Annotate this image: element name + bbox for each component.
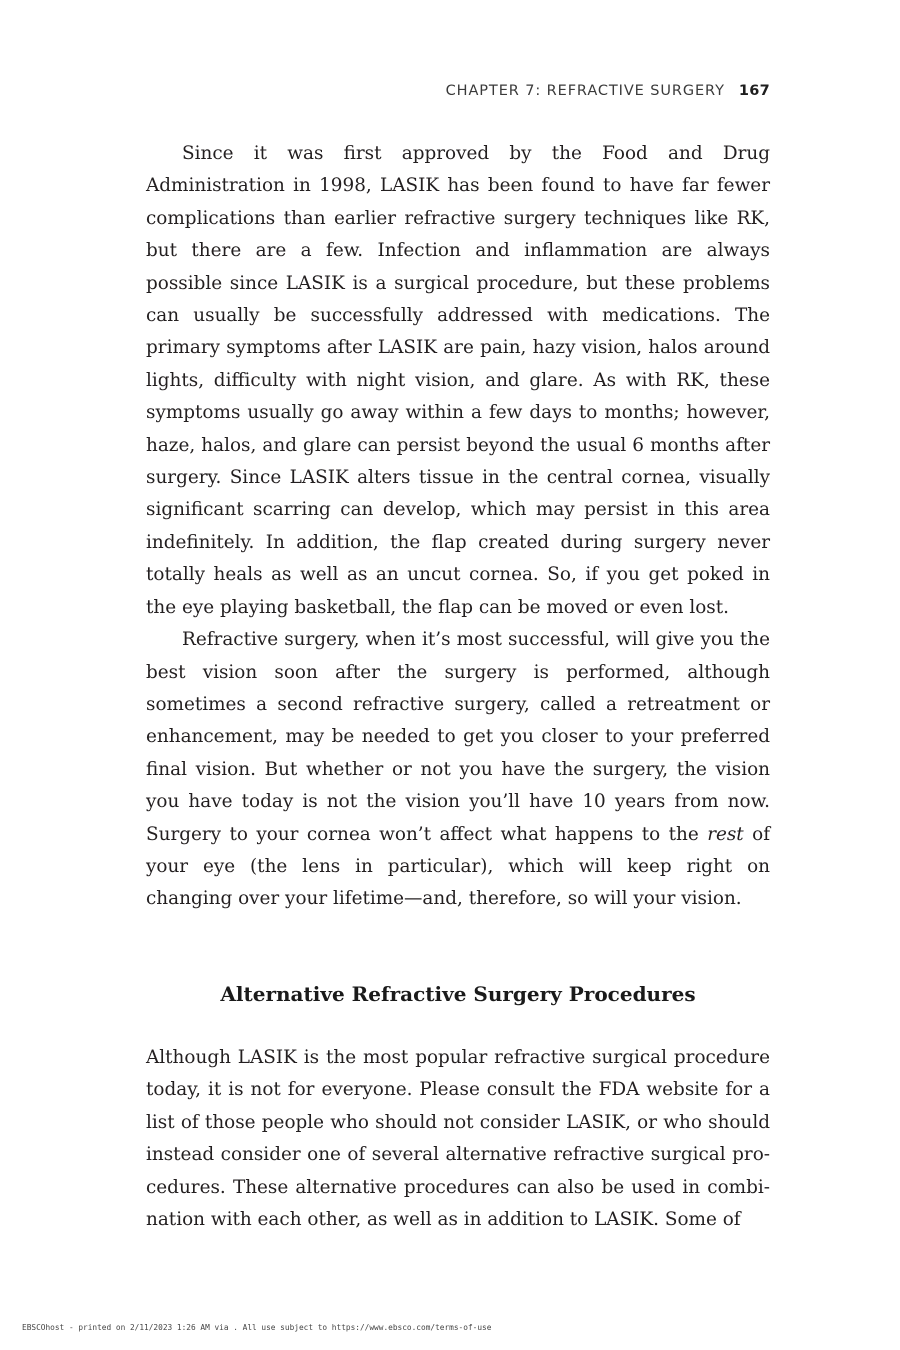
emphasized-word: rest bbox=[707, 823, 744, 845]
paragraph-text: Refractive surgery, when it’s most successful, will give you the best vision soon after the surgery is performed, although sometimes a second refractive surgery, called a retreatment or enhancement, may be needed to get you closer to your preferred final vision. But whether or not you have the surgery, the vision you have today is not the vision you’ll have 10 years from now. Surgery to your cornea won’t affect what happens to the bbox=[146, 629, 770, 845]
body-paragraph: Since it was first approved by the Food and Drug Administration in 1998, LASIK has been found to have far fewer complications than earlier refractive surgery techniques like RK, but there are a few. Infection and inflammation are always possible since LASIK is a surgical procedure, but these problems can usually be successfully addressed with medications. The primary symptoms after LASIK are pain, hazy vision, halos around lights, difficulty with night vision, and glare. As with RK, these symptoms usually go away within a few days to months; however, haze, halos, and glare can persist beyond the usual 6 months after surgery. Since LASIK alters tissue in the central cornea, visually significant scarring can develop, which may persist in this area indefinitely. In addition, the flap created during surgery never totally heals as well as an uncut cornea. So, if you get poked in the eye playing basketball, the flap can be moved or even lost. bbox=[146, 143, 770, 618]
running-head bbox=[446, 83, 770, 99]
body-text-bottom bbox=[146, 1042, 770, 1236]
body-text-top bbox=[146, 138, 770, 916]
body-paragraph bbox=[146, 624, 770, 916]
footer-notice: EBSCOhost - printed on 2/11/2023 1:26 AM via . All use subject to https://www.ebsco.com/terms-of-use bbox=[22, 1323, 492, 1332]
chapter-title: CHAPTER 7: REFRACTIVE SURGERY bbox=[445, 83, 725, 99]
body-paragraph: Although LASIK is the most popular refractive surgical procedure today, it is not for everyone. Please consult the FDA website for a list of those people who should not consider LASIK, or who should instead consider one of several alternative refractive surgical procedures. These alternative procedures can also be used in combination with each other, as well as in addition to LASIK. Some of bbox=[146, 1047, 770, 1231]
paragraph-text: of your eye (the lens in particular), which will keep right on changing over your lifetime—and, therefore, so will your vision. bbox=[146, 823, 770, 910]
section-heading: Alternative Refractive Surgery Procedures bbox=[220, 982, 696, 1006]
page-number: 167 bbox=[738, 83, 770, 99]
